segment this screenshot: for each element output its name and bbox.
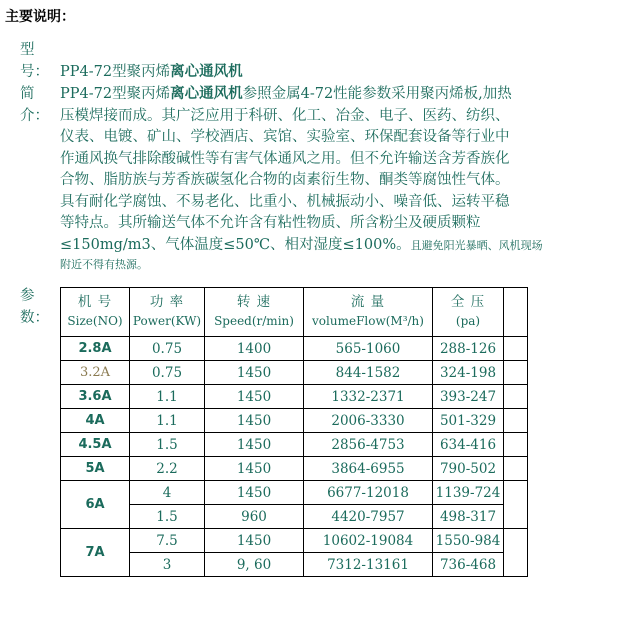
model-value-bold: 离心通风机 [170,64,243,80]
params-table [60,287,528,577]
header-size-main: 机 号 [77,294,113,310]
cell-model: 4A [61,409,130,433]
table-row [61,553,528,577]
header-speed-main: 转 速 [236,294,272,310]
intro-line: 作通风换气排除酸碱性等有害气体通风之用。但不允许输送含芳香族化 [60,150,510,167]
table-header-row [61,288,528,337]
header-power-main: 功 率 [149,294,185,310]
cell-pressure: 1139-724 [433,481,504,505]
cell-flow: 10602-19084 [304,529,433,553]
intro-text [60,84,630,274]
cell-speed: 1450 [205,529,304,553]
intro-line-8-note: 且避免阳光暴晒、风机现场 [410,238,543,252]
cell-model: 6A [61,481,130,529]
cell-flow: 1332-2371 [304,385,433,409]
table-row [61,481,528,505]
cell-empty [504,385,528,409]
header-flow-sub: volumeFlow(M³/h) [312,314,424,328]
cell-speed: 1450 [205,385,304,409]
params-label-line-2: 数： [20,309,49,326]
cell-model: 3.2A [61,361,130,385]
cell-speed: 1400 [205,337,304,361]
intro-line-1-prefix: PP4-72型聚丙烯 [60,86,171,102]
cell-pressure: 634-416 [433,433,504,457]
cell-empty [504,337,528,361]
cell-speed: 960 [205,505,304,529]
header-empty [504,288,528,337]
header-flow [304,288,433,337]
intro-label [20,84,60,127]
cell-empty [504,361,528,385]
intro-line-1 [60,84,630,106]
table-row [61,505,528,529]
header-speed-sub: Speed(r/min) [214,314,294,328]
cell-speed: 9, 60 [205,553,304,577]
intro-line-1-bold: 离心通风机 [170,86,243,102]
cell-empty [504,481,528,529]
model-label-line-1: 型 [20,42,35,58]
intro-line: 等特点。其所输送气体不允许含有粘性物质、所含粉尘及硬质颗粒 [60,215,481,231]
cell-power: 1.5 [130,505,205,529]
table-row [61,529,528,553]
cell-flow: 6677-12018 [304,481,433,505]
model-value [60,62,630,84]
cell-pressure: 501-329 [433,409,504,433]
cell-flow: 2856-4753 [304,433,433,457]
model-label [20,40,60,83]
cell-pressure: 324-198 [433,361,504,385]
cell-flow: 7312-13161 [304,553,433,577]
cell-model: 7A [61,529,130,577]
table-row [61,457,528,481]
intro-line-9: 附近不得有热源。 [60,258,148,271]
cell-flow: 844-1582 [304,361,433,385]
params-label-line-1: 参 [20,288,35,304]
cell-model: 5A [61,457,130,481]
model-label-line-2: 号： [20,63,49,80]
table-row [61,337,528,361]
header-power-sub: Power(KW) [132,314,202,328]
model-value-prefix: PP4-72型聚丙烯 [60,64,171,80]
cell-power: 7.5 [130,529,205,553]
cell-speed: 1450 [205,433,304,457]
params-label [20,286,60,329]
cell-model: 4.5A [61,433,130,457]
cell-model: 3.6A [61,385,130,409]
cell-power: 1.1 [130,385,205,409]
page-title: 主要说明： [5,9,75,25]
intro-label-line-2: 介： [20,107,49,124]
intro-line-1-suffix: 参照金属4-72性能参数采用聚丙烯板,加热 [242,86,512,102]
intro-line-8-main: ≤150mg/m3、气体温度≤50℃、相对湿度≤100%。 [60,236,411,253]
table-row [61,361,528,385]
intro-line: 合物、脂肪族与芳香族碳氢化合物的卤素衍生物、酮类等腐蚀性气体。 [60,172,510,188]
cell-empty [504,433,528,457]
cell-power: 1.5 [130,433,205,457]
cell-empty [504,529,528,577]
header-size [61,288,130,337]
cell-power: 2.2 [130,457,205,481]
header-pressure [433,288,504,337]
cell-empty [504,409,528,433]
cell-pressure: 1550-984 [433,529,504,553]
cell-power: 1.1 [130,409,205,433]
intro-line: 具有耐化学腐蚀、不易老化、比重小、机械振动小、噪音低、运转平稳 [60,193,510,210]
table-row [61,409,528,433]
header-speed [205,288,304,337]
cell-empty [504,457,528,481]
cell-speed: 1450 [205,409,304,433]
header-flow-main: 流 量 [350,294,386,310]
cell-speed: 1450 [205,457,304,481]
cell-model: 2.8A [61,337,130,361]
intro-line-8 [60,235,630,257]
cell-flow: 4420-7957 [304,505,433,529]
cell-power: 4 [130,481,205,505]
cell-power: 0.75 [130,361,205,385]
cell-flow: 2006-3330 [304,409,433,433]
intro-label-line-1: 简 [20,86,35,102]
cell-pressure: 790-502 [433,457,504,481]
cell-speed: 1450 [205,481,304,505]
intro-line: 压模焊接而成。其广泛应用于科研、化工、冶金、电子、医药、纺织、 [60,107,510,124]
cell-pressure: 393-247 [433,385,504,409]
header-power [130,288,205,337]
intro-line: 仪表、电镀、矿山、学校酒店、宾馆、实验室、环保配套设备等行业中 [60,129,510,145]
header-pressure-sub: (pa) [455,314,481,328]
cell-power: 3 [130,553,205,577]
cell-pressure: 498-317 [433,505,504,529]
cell-speed: 1450 [205,361,304,385]
cell-flow: 3864-6955 [304,457,433,481]
cell-flow: 565-1060 [304,337,433,361]
cell-pressure: 288-126 [433,337,504,361]
header-size-sub: Size(NO) [67,314,123,328]
table-row [61,433,528,457]
table-row [61,385,528,409]
header-pressure-main: 全 压 [450,294,486,310]
cell-power: 0.75 [130,337,205,361]
cell-pressure: 736-468 [433,553,504,577]
